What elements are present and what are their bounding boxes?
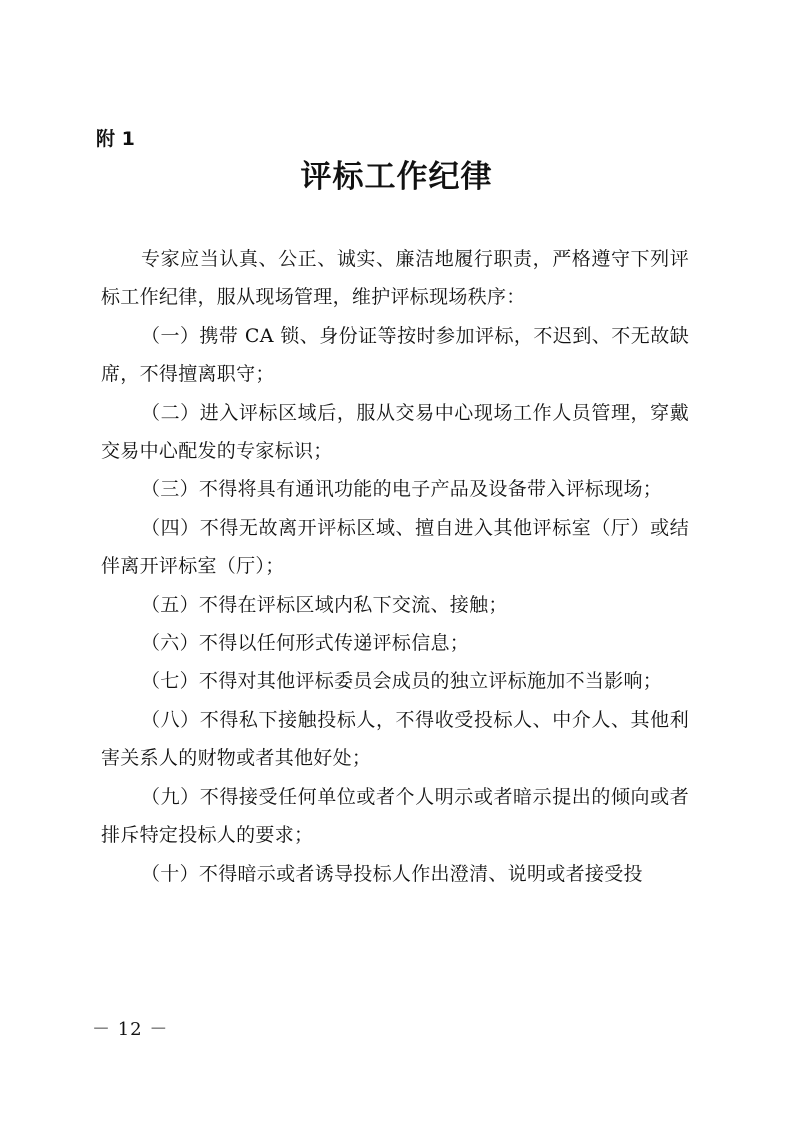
paragraph-rule-7: （七）不得对其他评标委员会成员的独立评标施加不当影响； — [141, 670, 663, 693]
paragraph-rule-2: （二）进入评标区域后，服从交易中心现场工作人员管理，穿戴交易中心配发的专家标识； — [101, 401, 689, 463]
paragraph-rule-3: （三）不得将具有通讯功能的电子产品及设备带入评标现场； — [141, 478, 663, 501]
paragraph-rule-5: （五）不得在评标区域内私下交流、接触； — [141, 593, 508, 616]
paragraph-rule-8: （八）不得私下接触投标人，不得收受投标人、中介人、其他利害关系人的财物或者其他好处； — [101, 708, 689, 770]
paragraph-rule-10: （十）不得暗示或者诱导投标人作出澄清、说明或者接受投 — [141, 862, 643, 885]
document-body — [101, 240, 689, 893]
paragraph-rule-1: （一）携带 CA 锁、身份证等按时参加评标，不迟到、不无故缺席，不得擅离职守； — [101, 324, 689, 386]
paragraph-rule-4: （四）不得无故离开评标区域、擅自进入其他评标室（厅）或结伴离开评标室（厅）； — [101, 516, 689, 578]
attachment-label: 附 1 — [96, 128, 135, 150]
paragraph-intro: 专家应当认真、公正、诚实、廉洁地履行职责，严格遵守下列评标工作纪律，服从现场管理，维护评标现场秩序： — [101, 248, 689, 309]
paragraph-rule-6: （六）不得以任何形式传递评标信息； — [141, 632, 470, 655]
document-title: 评标工作纪律 — [300, 159, 493, 195]
paragraph-rule-9: （九）不得接受任何单位或者个人明示或者暗示提出的倾向或者排斥特定投标人的要求； — [101, 785, 689, 847]
page-number: － 12 － — [92, 1019, 169, 1040]
